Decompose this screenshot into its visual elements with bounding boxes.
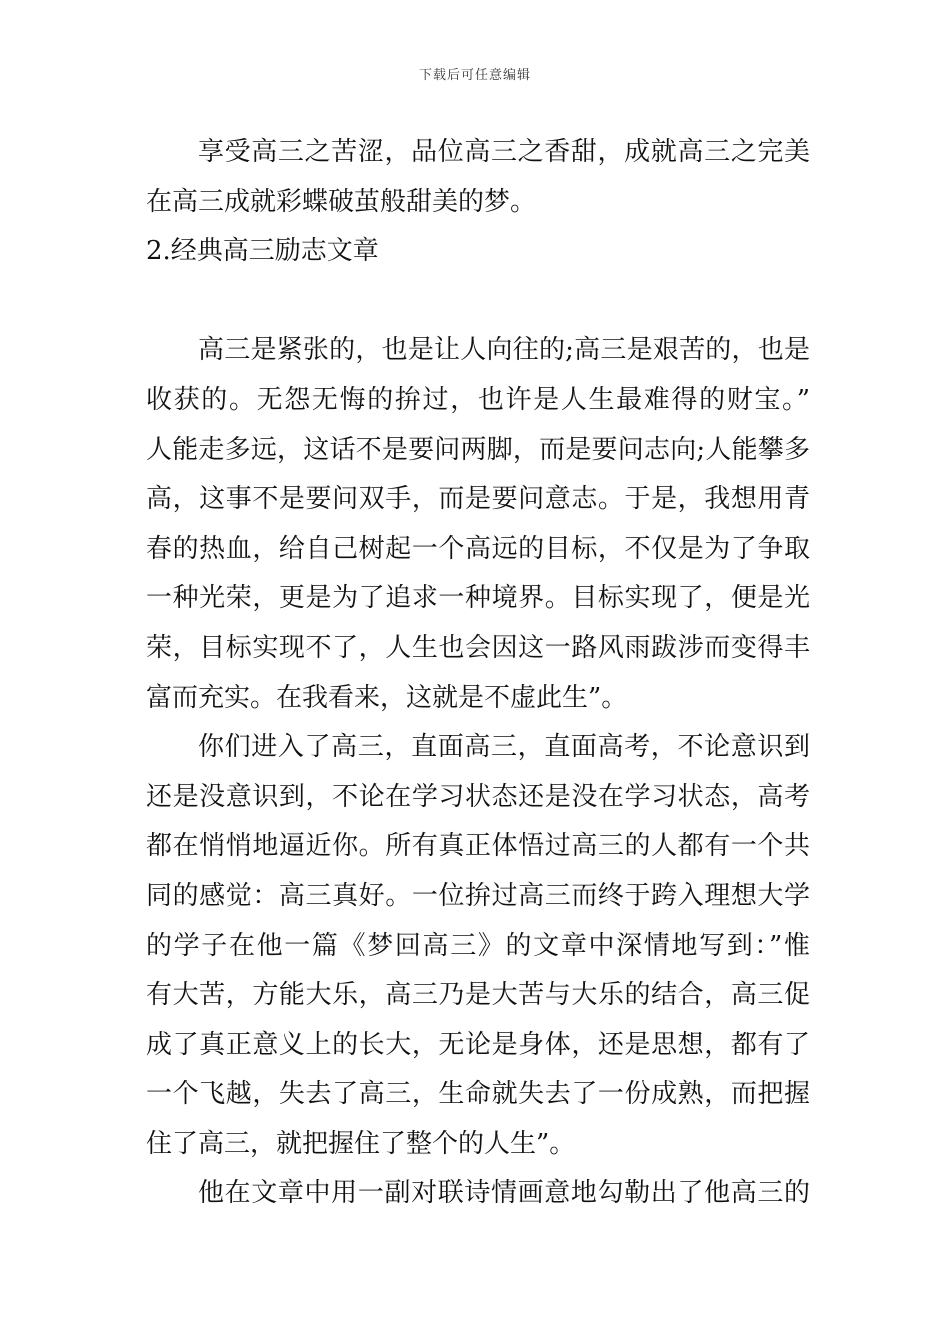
text-line: 一个飞越，失去了高三，生命就失去了一份成熟，而把握: [146, 1079, 810, 1110]
text-line: 住了高三，就把握住了整个的人生”。: [146, 1128, 576, 1159]
text-line: 还是没意识到，不论在学习状态还是没在学习状态，高考: [146, 781, 810, 812]
text-line: 高，这事不是要问双手，而是要问意志。于是，我想用青: [146, 484, 810, 515]
text-line: 在高三成就彩蝶破茧般甜美的梦。: [146, 186, 537, 217]
text-line: 的学子在他一篇《梦回高三》的文章中深情地写到：”惟: [146, 930, 810, 961]
text-line: 富而充实。在我看来，这就是不虚此生”。: [146, 682, 628, 713]
text-line: 收获的。无怨无悔的拚过，也许是人生最难得的财宝。”: [146, 384, 810, 415]
text-line: 一种光荣，更是为了追求一种境界。目标实现了，便是光: [146, 583, 810, 614]
text-line: 春的热血，给自己树起一个高远的目标，不仅是为了争取: [146, 533, 810, 564]
blank-line: [146, 277, 810, 327]
paragraph-2: [146, 326, 810, 723]
text-line: 人能走多远，这话不是要问两脚，而是要问志向;人能攀多: [146, 434, 810, 465]
text-line: 都在悄悄地逼近你。所有真正体悟过高三的人都有一个共: [146, 831, 810, 862]
text-line: 你们进入了高三，直面高三，直面高考，不论意识到: [198, 732, 810, 763]
text-line: 他在文章中用一副对联诗情画意地勾勒出了他高三的: [198, 1178, 810, 1209]
text-line: 高三是紧张的，也是让人向往的;高三是艰苦的，也是: [198, 335, 810, 366]
page-header: 下载后可任意编辑: [418, 68, 531, 83]
paragraph-1: [146, 128, 810, 227]
paragraph-4: [146, 1169, 810, 1219]
text-line: 享受高三之苦涩，品位高三之香甜，成就高三之完美: [198, 137, 810, 167]
text-line: 荣，目标实现不了，人生也会因这一路风雨跋涉而变得丰: [146, 632, 810, 663]
section-heading: 2.经典高三励志文章: [146, 236, 379, 267]
text-line: 有大苦，方能大乐，高三乃是大苦与大乐的结合，高三促: [146, 980, 810, 1011]
text-line: 成了真正意义上的长大，无论是身体，还是思想，都有了: [146, 1029, 810, 1060]
document-body: [146, 128, 810, 1219]
text-line: 同的感觉：高三真好。一位拚过高三而终于跨入理想大学: [146, 880, 810, 911]
paragraph-3: [146, 723, 810, 1169]
